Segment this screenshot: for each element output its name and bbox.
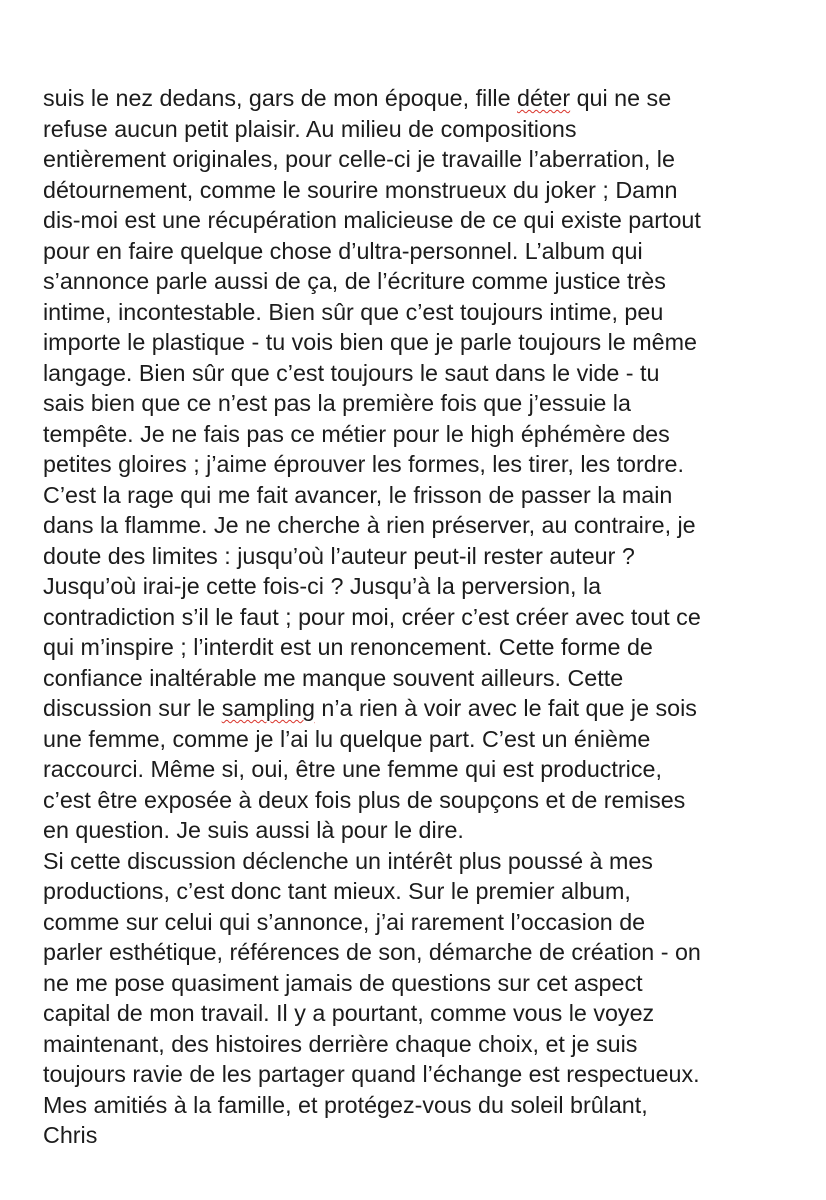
text-line: contradiction s’il le faut ; pour moi, créer c’est créer avec tout ce xyxy=(43,603,701,630)
text-line: c’est être exposée à deux fois plus de soupçons et de remises xyxy=(43,786,686,813)
text-line: productions, c’est donc tant mieux. Sur le premier album, xyxy=(43,878,631,904)
text-line: parler esthétique, références de son, démarche de création - on xyxy=(43,939,701,965)
letter-text[interactable] xyxy=(43,83,823,1151)
text-line: confiance inaltérable me manque souvent ailleurs. Cette xyxy=(43,664,624,691)
text-line: qui m’inspire ; l’interdit est un renoncement. Cette forme de xyxy=(43,634,653,660)
text-line: Si cette discussion déclenche un intérêt plus poussé à mes xyxy=(43,847,653,874)
text-line: détournement, comme le sourire monstrueux du joker ; Damn xyxy=(43,176,678,203)
text-line: entièrement originales, pour celle-ci je travaille l’aberration, le xyxy=(43,146,675,172)
misspelled-word[interactable]: sampling xyxy=(221,695,315,721)
text-line: dis-moi est une récupération malicieuse de ce qui existe partout xyxy=(43,207,701,233)
text-line: refuse aucun petit plaisir. Au milieu de compositions xyxy=(43,115,577,142)
text-line: pour en faire quelque chose d’ultra-personnel. L’album qui xyxy=(43,237,643,264)
text-line: en question. Je suis aussi là pour le dire. xyxy=(43,817,464,843)
text-line: dans la flamme. Je ne cherche à rien préserver, au contraire, je xyxy=(43,512,696,538)
text-line: capital de mon travail. Il y a pourtant, comme vous le voyez xyxy=(43,1000,655,1026)
text-line: importe le plastique - tu vois bien que je parle toujours le même xyxy=(43,329,697,355)
text-line: Mes amitiés à la famille, et protégez-vous du soleil brûlant, xyxy=(43,1091,648,1118)
text-line: doute des limites : jusqu’où l’auteur peut-il rester auteur ? xyxy=(43,542,635,569)
text-line: toujours ravie de les partager quand l’échange est respectueux. xyxy=(43,1061,700,1087)
text-line: intime, incontestable. Bien sûr que c’est toujours intime, peu xyxy=(43,298,664,325)
text-line: tempête. Je ne fais pas ce métier pour le high éphémère des xyxy=(43,420,670,447)
text-line: s’annonce parle aussi de ça, de l’écriture comme justice très xyxy=(43,268,666,294)
text-line: C’est la rage qui me fait avancer, le frisson de passer la main xyxy=(43,481,673,508)
text-line: une femme, comme je l’ai lu quelque part. C’est un énième xyxy=(43,725,651,752)
misspelled-word[interactable]: déter xyxy=(517,85,571,111)
text-line: discussion sur le sampling n’a rien à voir avec le fait que je sois xyxy=(43,695,697,721)
text-line: ne me pose quasiment jamais de questions sur cet aspect xyxy=(43,969,643,996)
signature: Chris xyxy=(43,1122,98,1148)
text-line: langage. Bien sûr que c’est toujours le saut dans le vide - tu xyxy=(43,359,660,386)
text-line: maintenant, des histoires derrière chaque choix, et je suis xyxy=(43,1030,638,1057)
text-line: petites gloires ; j’aime éprouver les formes, les tirer, les tordre. xyxy=(43,451,684,477)
text-line: sais bien que ce n’est pas la première fois que j’essuie la xyxy=(43,390,631,416)
text-line: Jusqu’où irai-je cette fois-ci ? Jusqu’à la perversion, la xyxy=(43,573,602,599)
text-line: comme sur celui qui s’annonce, j’ai rarement l’occasion de xyxy=(43,908,646,935)
text-line: suis le nez dedans, gars de mon époque, fille déter qui ne se xyxy=(43,85,672,111)
text-line: raccourci. Même si, oui, être une femme qui est productrice, xyxy=(43,756,662,782)
